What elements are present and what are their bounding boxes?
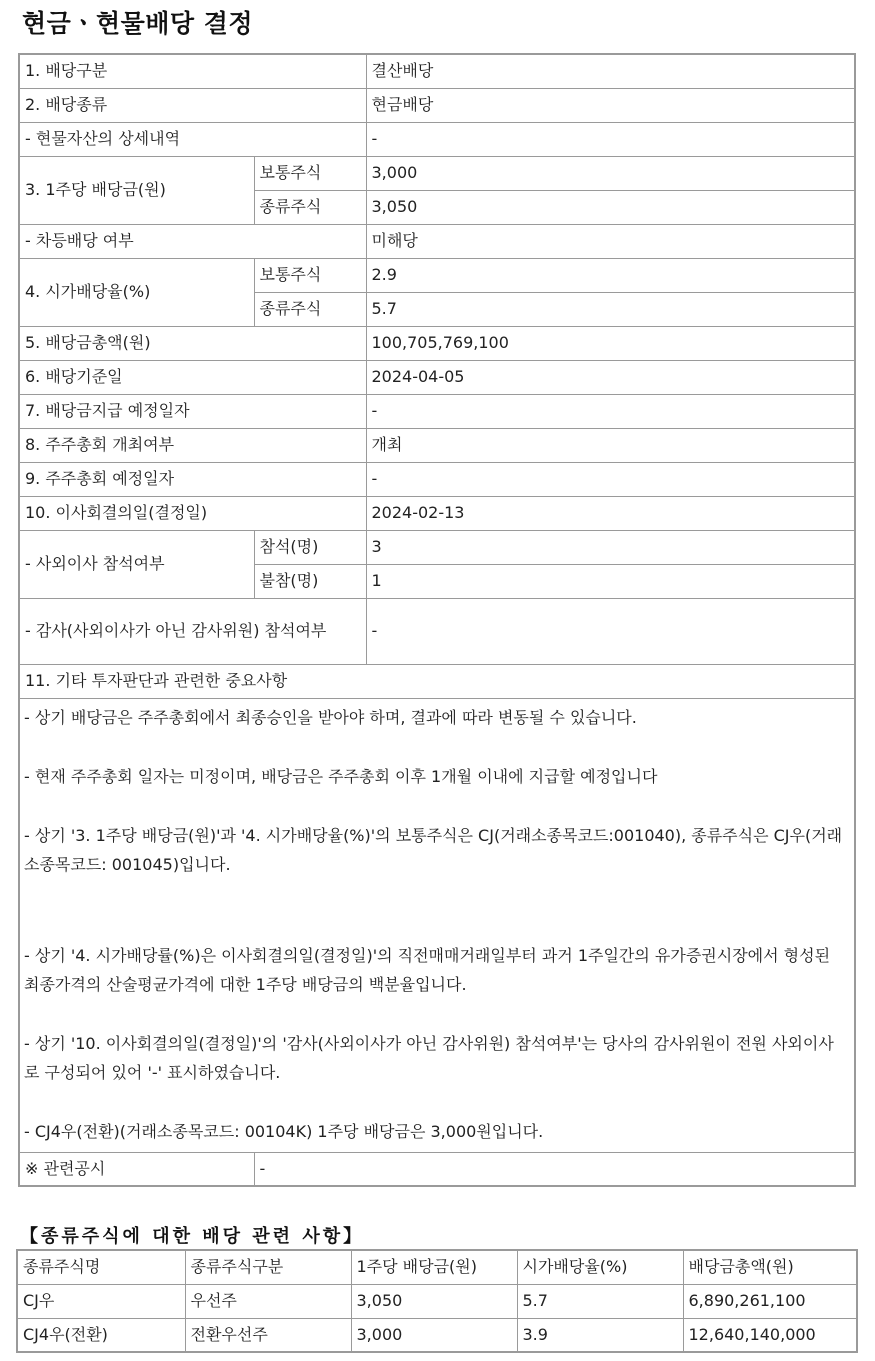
preferred-dividend-section-title: 【종류주식에 대한 배당 관련 사항】	[20, 1226, 365, 1247]
agm-held-value: 개최	[366, 428, 855, 462]
preferred-share-yield-value: 5.7	[366, 292, 855, 326]
table-cell: 3.9	[517, 1318, 683, 1352]
table-row	[19, 156, 855, 190]
record-date-value: 2024-04-05	[366, 360, 855, 394]
table-cell: 12,640,140,000	[683, 1318, 857, 1352]
column-header: 시가배당율(%)	[517, 1250, 683, 1284]
note-paragraph: - 상기 '10. 이사회결의일(결정일)'의 '감사(사외이사가 아닌 감사위원) 참석여부'는 당사의 감사위원이 전원 사외이사로 구성되어 있어 '-' 표시하였습니다.	[24, 1033, 834, 1082]
page-title: 현금ㆍ현물배당 결정	[22, 9, 254, 38]
column-header: 배당금총액(원)	[683, 1250, 857, 1284]
agm-held-label: 8. 주주총회 개최여부	[19, 428, 366, 462]
common-share-yield-value: 2.9	[366, 258, 855, 292]
table-row	[19, 88, 855, 122]
table-row	[19, 394, 855, 428]
board-resolution-date-label: 10. 이사회결의일(결정일)	[19, 496, 366, 530]
other-matters-notes	[19, 698, 855, 1152]
preferred-share-label: 종류주식	[254, 190, 366, 224]
agm-date-value: -	[366, 462, 855, 496]
attended-value: 3	[366, 530, 855, 564]
table-row	[19, 122, 855, 156]
table-header-row	[17, 1250, 857, 1284]
table-row	[19, 428, 855, 462]
related-disclosure-label: ※ 관련공시	[19, 1152, 254, 1186]
attended-label: 참석(명)	[254, 530, 366, 564]
table-cell: CJ4우(전환)	[17, 1318, 185, 1352]
auditor-attendance-value: -	[366, 598, 855, 664]
dividend-per-share-label: 3. 1주당 배당금(원)	[19, 156, 254, 224]
table-cell: 우선주	[185, 1284, 351, 1318]
table-cell: 5.7	[517, 1284, 683, 1318]
table-row	[19, 360, 855, 394]
dividend-kind-value: 현금배당	[366, 88, 855, 122]
table-cell: 6,890,261,100	[683, 1284, 857, 1318]
note-paragraph: - 상기 '4. 시가배당률(%)은 이사회결의일(결정일)'의 직전매매거래일부터 과거 1주일간의 유가증권시장에서 형성된 최종가격의 산술평균가격에 대한 1주당 배당금의 백분율입니다.	[24, 945, 831, 994]
differential-dividend-value: 미해당	[366, 224, 855, 258]
preferred-dividend-table	[16, 1249, 858, 1353]
related-disclosure-value: -	[254, 1152, 855, 1186]
table-row	[19, 326, 855, 360]
table-cell: 3,000	[351, 1318, 517, 1352]
payment-date-label: 7. 배당금지급 예정일자	[19, 394, 366, 428]
note-paragraph: - 상기 '3. 1주당 배당금(원)'과 '4. 시가배당율(%)'의 보통주식은 CJ(거래소종목코드:001040), 종류주식은 CJ우(거래소종목코드: 001045)입니다.	[24, 825, 843, 874]
absent-label: 불참(명)	[254, 564, 366, 598]
dividend-decision-table	[18, 53, 856, 1187]
absent-value: 1	[366, 564, 855, 598]
common-share-dividend-value: 3,000	[366, 156, 855, 190]
auditor-attendance-label: - 감사(사외이사가 아닌 감사위원) 참석여부	[19, 598, 366, 664]
table-row	[19, 664, 855, 698]
preferred-share-label: 종류주식	[254, 292, 366, 326]
table-row	[17, 1284, 857, 1318]
common-share-label: 보통주식	[254, 258, 366, 292]
column-header: 1주당 배당금(원)	[351, 1250, 517, 1284]
dividend-type-label: 1. 배당구분	[19, 54, 366, 88]
note-paragraph: - CJ4우(전환)(거래소종목코드: 00104K) 1주당 배당금은 3,000원입니다.	[24, 1121, 544, 1141]
column-header: 종류주식명	[17, 1250, 185, 1284]
table-row	[19, 698, 855, 1152]
other-matters-label: 11. 기타 투자판단과 관련한 중요사항	[19, 664, 855, 698]
board-resolution-date-value: 2024-02-13	[366, 496, 855, 530]
differential-dividend-label: - 차등배당 여부	[19, 224, 366, 258]
outside-director-attendance-label: - 사외이사 참석여부	[19, 530, 254, 598]
table-cell: CJ우	[17, 1284, 185, 1318]
table-row	[17, 1318, 857, 1352]
table-row	[19, 224, 855, 258]
record-date-label: 6. 배당기준일	[19, 360, 366, 394]
table-cell: 전환우선주	[185, 1318, 351, 1352]
common-share-label: 보통주식	[254, 156, 366, 190]
dividend-yield-label: 4. 시가배당율(%)	[19, 258, 254, 326]
column-header: 종류주식구분	[185, 1250, 351, 1284]
table-row	[19, 258, 855, 292]
table-row	[19, 1152, 855, 1186]
total-dividend-value: 100,705,769,100	[366, 326, 855, 360]
table-row	[19, 54, 855, 88]
total-dividend-label: 5. 배당금총액(원)	[19, 326, 366, 360]
table-row	[19, 462, 855, 496]
payment-date-value: -	[366, 394, 855, 428]
note-paragraph: - 현재 주주총회 일자는 미정이며, 배당금은 주주총회 이후 1개월 이내에 지급할 예정입니다	[24, 766, 658, 786]
table-row	[19, 598, 855, 664]
dividend-type-value: 결산배당	[366, 54, 855, 88]
agm-date-label: 9. 주주총회 예정일자	[19, 462, 366, 496]
dividend-kind-label: 2. 배당종류	[19, 88, 366, 122]
note-paragraph: - 상기 배당금은 주주총회에서 최종승인을 받아야 하며, 결과에 따라 변동될 수 있습니다.	[24, 707, 637, 727]
table-cell: 3,050	[351, 1284, 517, 1318]
preferred-share-dividend-value: 3,050	[366, 190, 855, 224]
in-kind-asset-value: -	[366, 122, 855, 156]
table-row	[19, 530, 855, 564]
in-kind-asset-label: - 현물자산의 상세내역	[19, 122, 366, 156]
table-row	[19, 496, 855, 530]
